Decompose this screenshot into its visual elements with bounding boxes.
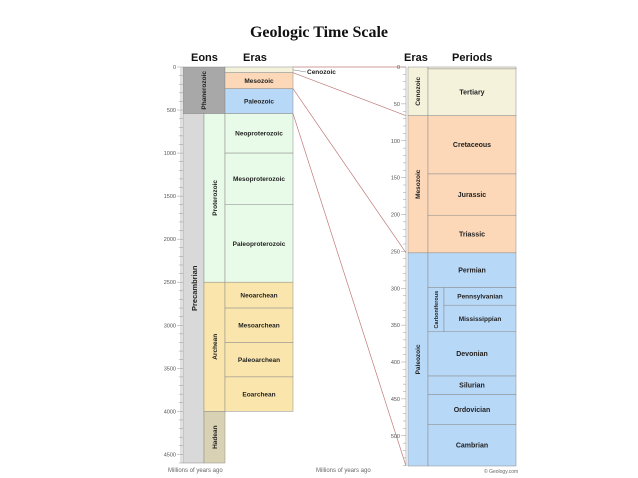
- era-label-mesoproterozoic: Mesoproterozoic: [232, 176, 286, 184]
- left-axis-tick-label: 3500: [163, 366, 176, 373]
- eon-label-archean: Archean: [212, 333, 219, 360]
- connector-line-66: [293, 73, 406, 116]
- period-label-pennsylvanian: Pennsylvanian: [457, 293, 503, 301]
- era-label-eoarchean: Eoarchean: [242, 391, 276, 399]
- right-axis-tick-label: 200: [390, 212, 400, 219]
- right-axis-tick-label: 150: [390, 175, 400, 182]
- periods-header: Periods: [452, 52, 493, 64]
- right-axis-tick-label: 250: [390, 249, 400, 256]
- period-label-ordovician: Ordovician: [453, 406, 491, 414]
- eon-label-proterozoic: Proterozoic: [212, 180, 219, 216]
- right-axis-tick-label: 500: [390, 433, 400, 440]
- era-cenozoic-band: [225, 67, 293, 73]
- eon-label-hadean: Hadean: [212, 425, 219, 449]
- left-axis-tick-label: 2500: [163, 280, 176, 287]
- chart-title: Geologic Time Scale: [249, 24, 389, 41]
- eon-label-phanerozoic: Phanerozoic: [201, 70, 208, 110]
- credit: © Geology.com: [484, 469, 519, 475]
- period-label-jurassic: Jurassic: [457, 191, 487, 199]
- period-label-mississippian: Mississippian: [458, 315, 502, 323]
- era-label-neoarchean: Neoarchean: [240, 292, 278, 300]
- right-axis-tick-label: 50: [393, 101, 400, 108]
- era-label-neoproterozoic: Neoproterozoic: [235, 130, 283, 138]
- right-era-label-cenozoic: Cenozoic: [415, 76, 422, 106]
- right-era-label-mesozoic: Mesozoic: [415, 169, 422, 199]
- eras-header-right: Eras: [404, 52, 428, 64]
- era-label-paleozoic: Paleozoic: [244, 98, 274, 106]
- eon-label-precambrian: Precambrian: [190, 265, 199, 312]
- carboniferous-label: Carboniferous: [434, 290, 440, 329]
- right-axis-tick-label: 450: [390, 396, 400, 403]
- left-axis-unit: Millions of years ago: [168, 468, 223, 474]
- period-label-cambrian: Cambrian: [455, 442, 489, 450]
- era-label-cenozoic: Cenozoic: [307, 69, 336, 76]
- period-label-tertiary: Tertiary: [459, 89, 485, 97]
- era-label-mesozoic: Mesozoic: [244, 77, 274, 85]
- right-era-label-paleozoic: Paleozoic: [415, 344, 422, 375]
- right-axis-tick-label: 400: [390, 360, 400, 367]
- left-axis-tick-label: 4500: [163, 452, 176, 459]
- right-axis-tick-label: 100: [390, 138, 400, 145]
- cenozoic-leader-line: [293, 70, 306, 72]
- right-axis-tick-label: 350: [390, 323, 400, 330]
- left-axis-tick-label: 500: [166, 108, 176, 115]
- right-axis-unit: Millions of years ago: [316, 468, 371, 474]
- left-axis-tick-label: 4000: [163, 409, 176, 416]
- period-label-permian: Permian: [458, 267, 486, 275]
- left-axis-tick-label: 0: [172, 65, 176, 71]
- left-axis-tick-label: 3000: [163, 323, 176, 330]
- right-axis-tick-label: 300: [390, 286, 400, 293]
- period-label-silurian: Silurian: [459, 382, 485, 390]
- era-label-paleoarchean: Paleoarchean: [237, 356, 281, 364]
- era-label-mesoarchean: Mesoarchean: [238, 322, 280, 330]
- left-axis-tick-label: 1500: [163, 194, 176, 201]
- right-axis-tick-label: 0: [396, 65, 400, 71]
- era-label-paleoproterozoic: Paleoproterozoic: [232, 240, 286, 248]
- period-label-cretaceous: Cretaceous: [452, 142, 492, 150]
- connector-line-252: [293, 89, 406, 256]
- left-axis-tick-label: 1000: [163, 151, 176, 158]
- left-axis-tick-label: 2000: [163, 237, 176, 244]
- eons-header: Eons: [191, 52, 218, 64]
- period-label-devonian: Devonian: [456, 351, 488, 359]
- period-label-triassic: Triassic: [458, 231, 486, 239]
- eras-header-left: Eras: [243, 52, 267, 64]
- connector-line-541: [293, 114, 406, 466]
